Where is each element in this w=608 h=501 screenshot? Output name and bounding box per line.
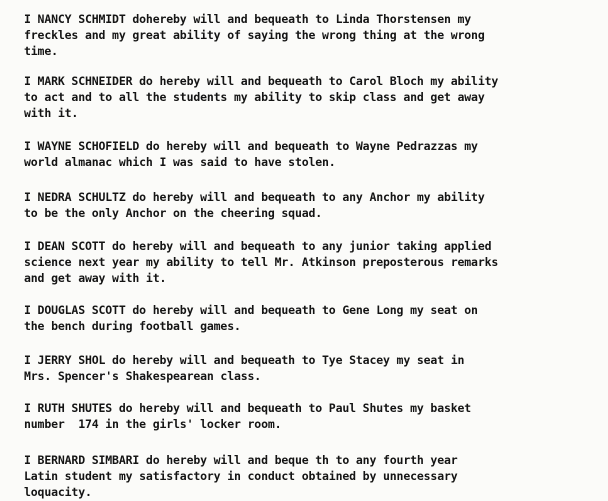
will-entry-mark-schneider: I MARK SCHNEIDER do hereby will and bequeath to Carol Bloch my ability to act and to all the students my ability to skip class and get away with it. [24, 74, 499, 120]
will-entry-nedra-schultz: I NEDRA SCHULTZ do hereby will and bequeath to any Anchor my ability to be the only Anchor on the cheering squad. [24, 190, 485, 220]
will-entry-ruth-shutes: I RUTH SHUTES do hereby will and bequeath to Paul Shutes my basket number 174 in the girls' locker room. [24, 401, 472, 431]
will-entry-jerry-shol: I JERRY SHOL do hereby will and bequeath to Tye Stacey my seat in Mrs. Spencer's Shakespearean class. [24, 353, 465, 383]
will-entry-nancy-schmidt: I NANCY SCHMIDT dohereby will and bequeath to Linda Thorstensen my freckles and my great ability of saying the wrong thing at the wrong time. [24, 12, 485, 58]
will-entry-bernard-simbari: I BERNARD SIMBARI do hereby will and beque th to any fourth year Latin student my satisfactory in conduct obtained by unnecessary loquacity. [24, 453, 458, 499]
will-entry-douglas-scott: I DOUGLAS SCOTT do hereby will and bequeath to Gene Long my seat on the bench during football games. [24, 303, 478, 333]
will-entry-wayne-schofield: I WAYNE SCHOFIELD do hereby will and bequeath to Wayne Pedrazzas my world almanac which I was said to have stolen. [24, 139, 478, 169]
will-entry-dean-scott: I DEAN SCOTT do hereby will and bequeath to any junior taking applied science next year my ability to tell Mr. Atkinson preposterous remarks and get away with it. [24, 239, 499, 285]
